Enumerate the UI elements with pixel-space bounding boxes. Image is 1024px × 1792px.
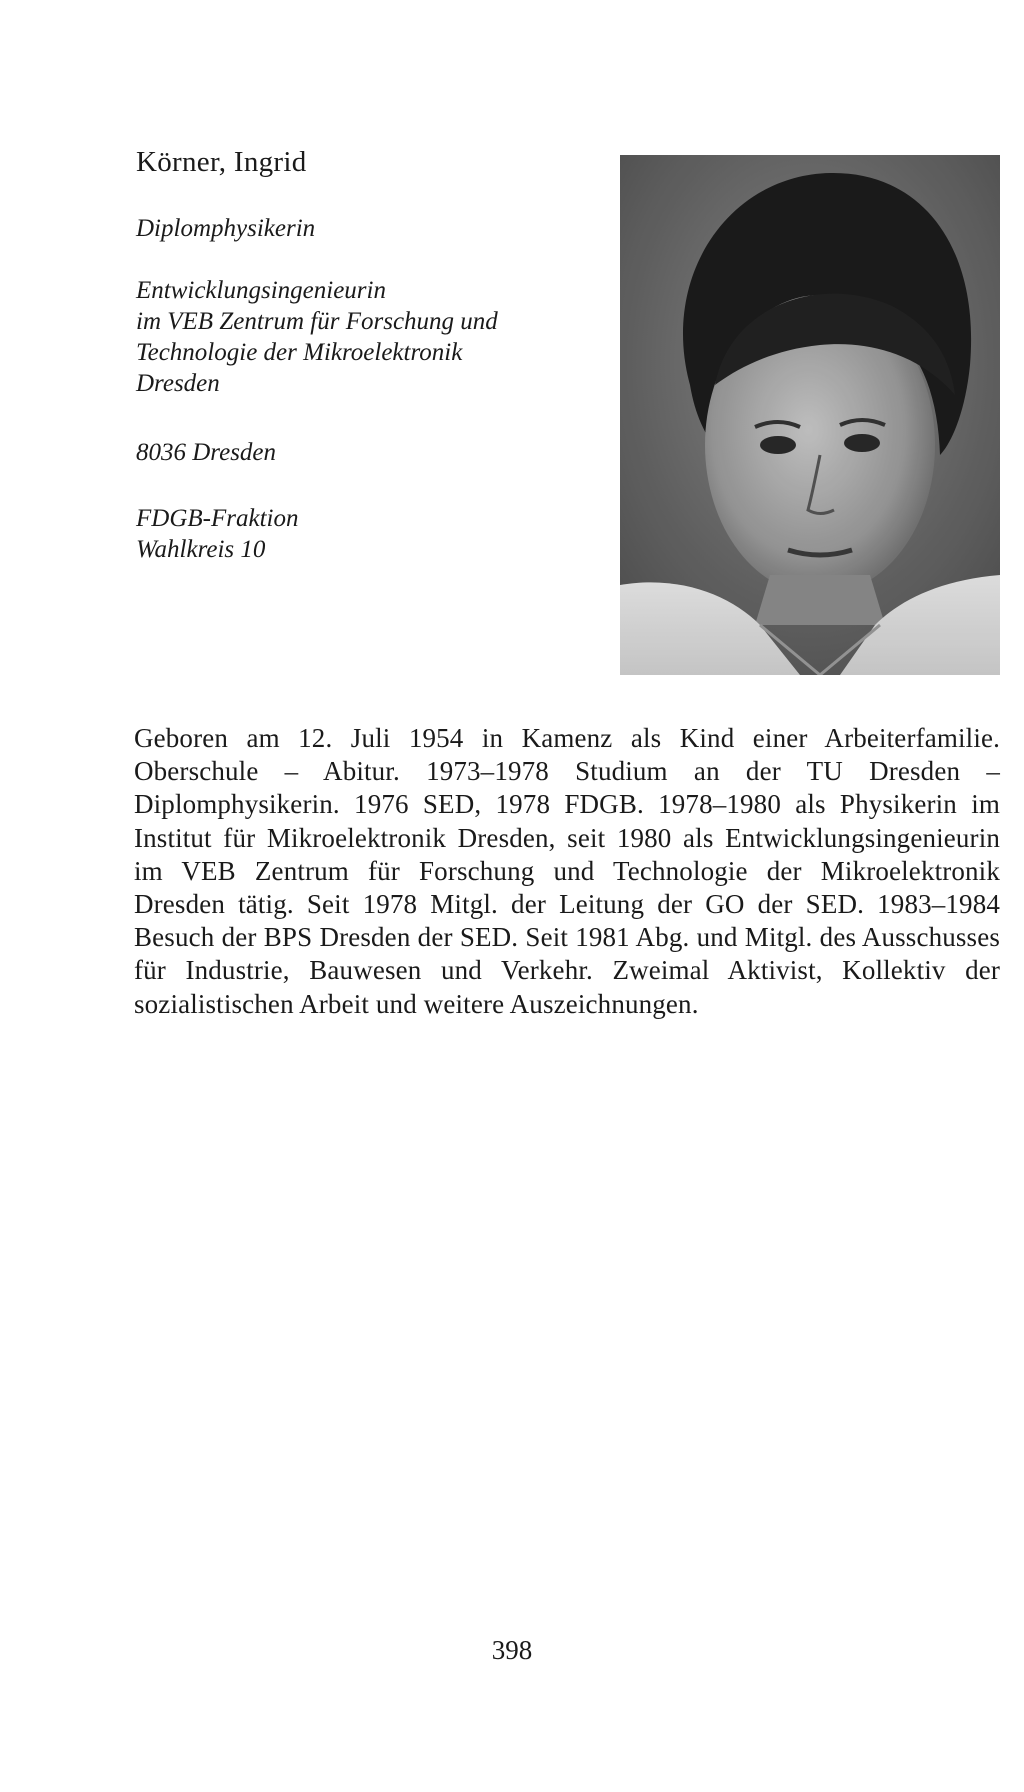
portrait-photo-icon <box>620 155 1000 675</box>
constituency: Wahlkreis 10 <box>136 536 266 563</box>
faction: FDGB-Fraktion <box>136 505 299 532</box>
job-line: Entwicklungsingenieurin <box>136 277 386 304</box>
job-line: Dresden <box>136 370 220 397</box>
biography-text: Geboren am 12. Juli 1954 in Kamenz als Kind einer Arbeiterfamilie. Oberschule – Abitur. 1973–1978 Studium an der TU Dresden – Diplomphysikerin. 1976 SED, 1978 FDGB. 1978–1980 als Physikerin im Institut für Mikroelektronik Dresden, seit 1980 als Entwicklungsingenieurin im VEB Zentrum für Forschung und Technologie der Mikroelektronik Dresden tätig. Seit 1978 Mitgl. der Leitung der GO der SED. 1983–1984 Besuch der BPS Dresden der SED. Seit 1981 Abg. und Mitgl. des Ausschusses für Industrie, Bauwesen und Verkehr. Zweimal Aktivist, Kollektiv der sozialistischen Arbeit und weitere Auszeichnungen. <box>134 723 1000 1019</box>
address: 8036 Dresden <box>136 439 277 466</box>
job-line: im VEB Zentrum für Forschung und <box>136 308 498 335</box>
job-description <box>136 275 498 399</box>
portrait-photo <box>620 155 1000 675</box>
job-line: Technologie der Mikroelektronik <box>136 339 463 366</box>
academic-degree: Diplomphysikerin <box>136 215 316 242</box>
person-name: Körner, Ingrid <box>136 146 307 178</box>
page-number: 398 <box>491 1635 533 1665</box>
faction-info <box>136 503 298 565</box>
